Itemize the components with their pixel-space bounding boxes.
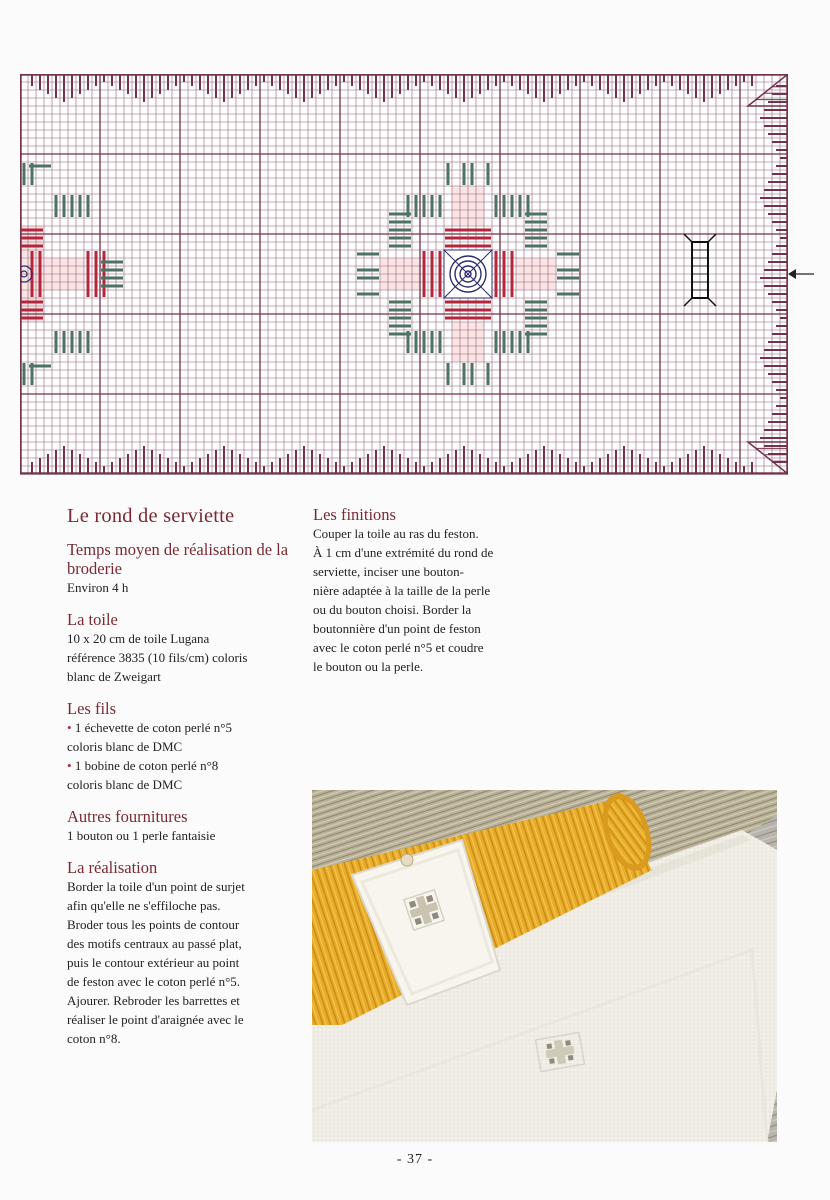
section-title: Autres fournitures — [67, 807, 188, 826]
page-number: - 37 - — [396, 1152, 434, 1167]
text-line: boutonnière d'un point de feston — [313, 621, 481, 636]
text-line: Environ 4 h — [67, 580, 129, 595]
bullet-icon: • — [67, 720, 72, 735]
text-line: Broder tous les points de contour — [67, 917, 240, 932]
text-line: réaliser le point d'araignée avec le — [67, 1012, 244, 1027]
text-line: le bouton ou la perle. — [313, 659, 424, 674]
text-line: 1 bouton ou 1 perle fantaisie — [67, 828, 216, 843]
text-line: 10 x 20 cm de toile Lugana — [67, 631, 210, 646]
text-line: puis le contour extérieur au point — [67, 955, 240, 970]
main-title: Le rond de serviette — [67, 505, 235, 527]
text-line: blanc de Zweigart — [67, 669, 161, 684]
section-fabric — [67, 610, 297, 686]
text-line: nière adaptée à la taille de la perle — [313, 583, 491, 598]
text-line: Ajourer. Rebroder les barrettes et — [67, 993, 240, 1008]
section-title: La toile — [67, 610, 118, 629]
text-line: référence 3835 (10 fils/cm) coloris — [67, 650, 248, 665]
text-line: avec le coton perlé n°5 et coudre — [313, 640, 484, 655]
text-line: coton n°8. — [67, 1031, 121, 1046]
list-item: • 1 échevette de coton perlé n°5 coloris blanc de DMC — [67, 720, 232, 754]
right-column — [313, 505, 543, 676]
section-title: Les fils — [67, 699, 117, 718]
text-line: de feston avec le coton perlé n°5. — [67, 974, 241, 989]
embroidery-chart — [20, 74, 788, 476]
center-arrow-icon — [786, 264, 816, 284]
section-making — [67, 858, 297, 1048]
text-line: des motifs centraux au passé plat, — [67, 936, 242, 951]
text-line: Border la toile d'un point de surjet — [67, 879, 245, 894]
text-line: serviette, inciser une bouton- — [313, 564, 464, 579]
section-supplies — [67, 807, 297, 845]
section-threads — [67, 699, 297, 794]
text-line: Couper la toile au ras du feston. — [313, 526, 479, 541]
bullet-icon: • — [67, 758, 72, 773]
section-time — [67, 540, 297, 597]
text-line: ou du bouton choisi. Border la — [313, 602, 472, 617]
napkin-ring-photo — [312, 790, 777, 1142]
text-line: afin qu'elle ne s'effiloche pas. — [67, 898, 221, 913]
section-title: Temps moyen de réalisation de la broderie — [67, 540, 289, 578]
section-title: La réalisation — [67, 858, 158, 877]
list-item: • 1 bobine de coton perlé n°8 coloris blanc de DMC — [67, 758, 219, 792]
left-column — [67, 505, 297, 1061]
text-line: À 1 cm d'une extrémité du rond de — [313, 545, 494, 560]
section-title-finishing: Les finitions — [313, 505, 396, 524]
